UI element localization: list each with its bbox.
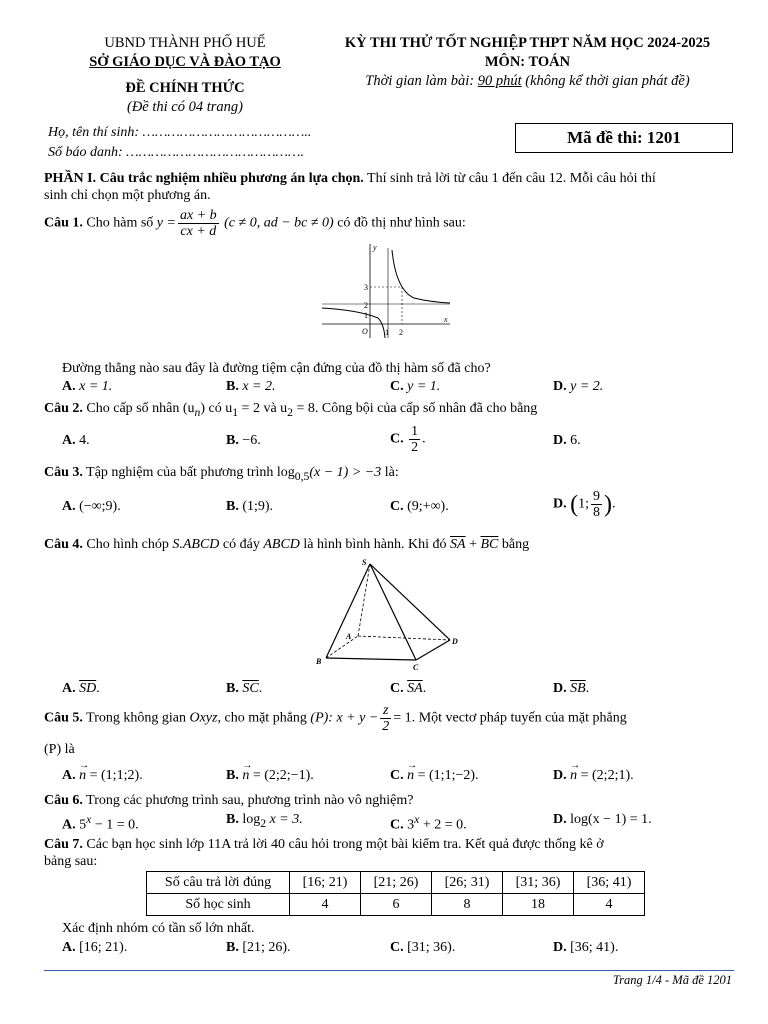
interval-cell: [21; 26) — [361, 872, 432, 894]
candidate-name-field: Họ, tên thí sinh: ………………………………….. — [48, 125, 312, 140]
footer-divider — [44, 970, 734, 971]
count-cell: 18 — [503, 894, 574, 916]
interval-cell: [16; 21) — [290, 872, 361, 894]
page-footer: Trang 1/4 - Mã đề 1201 — [612, 973, 732, 987]
interval-cell: [36; 41) — [574, 872, 645, 894]
graph-origin: O — [362, 327, 368, 336]
school-board-name: SỞ GIÁO DỤC VÀ ĐÀO TẠO — [89, 54, 281, 70]
subject: MÔN: TOÁN — [484, 54, 571, 70]
q6-stem: Câu 6. Trong các phương trình sau, phương trình nào vô nghiệm? — [44, 793, 414, 808]
q5-stem-line2: (P) là — [44, 742, 75, 757]
vertex-a: A — [346, 632, 352, 641]
q3-option-b[interactable]: B. (1;9). — [226, 499, 274, 514]
q5-option-c[interactable]: C. → n = (1;1;−2). — [390, 767, 479, 785]
q4-option-b[interactable]: B. $\overline{SC}$. — [226, 681, 263, 696]
count-cell: 8 — [432, 894, 503, 916]
exam-title: KỲ THI THỬ TỐT NGHIỆP THPT NĂM HỌC 2024-2025 — [344, 35, 711, 51]
vertex-s: S — [362, 558, 367, 567]
q2-option-d[interactable]: D. 6. — [553, 433, 581, 448]
graph-tick-x2: 2 — [399, 328, 403, 337]
part1-line1: PHẦN I. Câu trắc nghiệm nhiều phương án lựa chọn. Thí sinh trả lời từ câu 1 đến câu 12. Mỗi câu hỏi thí — [44, 171, 656, 186]
table-row — [147, 894, 645, 916]
q7-option-c[interactable]: C. [31; 36). — [390, 940, 456, 955]
graph-tick-x1: 1 — [385, 328, 389, 337]
q4-option-d[interactable]: D. $\overline{SB}$. — [553, 681, 590, 696]
q2-option-b[interactable]: B. −6. — [226, 433, 261, 448]
table-row — [147, 872, 645, 894]
table-header-cell: Số câu trả lời đúng — [147, 872, 290, 894]
interval-cell: [26; 31) — [432, 872, 503, 894]
part1-line2: sinh chỉ chọn một phương án. — [44, 188, 211, 203]
q5-option-d[interactable]: D. → n = (2;2;1). — [553, 767, 634, 785]
graph-tick-y1: 1 — [364, 311, 368, 320]
graph-tick-y3: 3 — [364, 283, 368, 292]
q2-option-a[interactable]: A. 4. — [62, 433, 90, 448]
q1-graph — [318, 242, 454, 342]
q5-option-a[interactable]: A. → n = (1;1;2). — [62, 767, 143, 785]
q3-option-a[interactable]: A. (−∞;9). — [62, 499, 121, 514]
q3-option-d[interactable]: D. (1; $\frac{9}{8}$ ). — [553, 489, 616, 520]
q1-question: Đường thẳng nào sau đây là đường tiệm cận đứng của đồ thị hàm số đã cho? — [62, 361, 491, 376]
q1-option-c[interactable]: C. y = 1. — [390, 379, 441, 394]
q3-stem: Câu 3. Tập nghiệm của bất phương trình $\log_{0,5}(x - 1) > -3$ là: — [44, 465, 399, 483]
q1-option-b[interactable]: B. x = 2. — [226, 379, 276, 394]
q7-stem: Câu 7. Các bạn học sinh lớp 11A trả lời 40 câu hỏi trong một bài kiểm tra. Kết quả được thống kê ở — [44, 837, 604, 852]
pages-note: (Đề thi có 04 trang) — [127, 99, 243, 115]
frequency-table — [146, 871, 645, 916]
count-cell: 4 — [574, 894, 645, 916]
vertex-d: D — [452, 637, 458, 646]
vertex-b: B — [316, 657, 322, 666]
department-name: UBND THÀNH PHỐ HUẾ — [104, 35, 266, 51]
q5-stem: Câu 5. Trong không gian Oxyz, cho mặt phẳng (P): x + y − $\frac{z}{2}$ = 1. Một vectơ pháp tuyến của mặt phẳng — [44, 703, 627, 734]
candidate-id-field: Số báo danh: ……………………………………. — [48, 145, 304, 160]
q7-option-d[interactable]: D. [36; 41). — [553, 940, 619, 955]
q1-stem: Câu 1. Cho hàm số y = $\frac{ax + b}{cx + d}$ (c ≠ 0, ad − bc ≠ 0) có đồ thị như hình sau: — [44, 208, 466, 239]
q1-option-d[interactable]: D. y = 2. — [553, 379, 604, 394]
q2-option-c[interactable]: C. $\frac{1}{2}$ . — [390, 424, 426, 455]
candidate-fields — [48, 123, 311, 163]
q6-option-a[interactable]: A. $5^x - 1 = 0$. — [62, 813, 139, 833]
q6-option-b[interactable]: B. $\log_2 x = 3$. — [226, 812, 303, 830]
q4-option-c[interactable]: C. $\overline{SA}$. — [390, 681, 427, 696]
q7-option-a[interactable]: A. [16; 21). — [62, 940, 128, 955]
q5-option-b[interactable]: B. → n = (2;2;−1). — [226, 767, 314, 785]
vertex-c: C — [413, 663, 419, 672]
graph-tick-y2: 2 — [364, 301, 368, 310]
exam-code-box: Mã đề thi: 1201 — [515, 123, 733, 153]
q6-option-d[interactable]: D. log(x − 1) = 1. — [553, 812, 652, 827]
q1-option-a[interactable]: A. x = 1. — [62, 379, 113, 394]
count-cell: 6 — [361, 894, 432, 916]
time-note: Thời gian làm bài: 90 phút (không kể thời gian phát đề) — [365, 73, 690, 89]
q4-pyramid-figure — [312, 556, 462, 672]
q3-option-c[interactable]: C. (9;+∞). — [390, 499, 449, 514]
graph-x-label: x — [444, 315, 448, 324]
header-left — [40, 34, 330, 117]
official-label: ĐỀ CHÍNH THỨC — [125, 80, 245, 96]
q7-option-b[interactable]: B. [21; 26). — [226, 940, 291, 955]
count-cell: 4 — [290, 894, 361, 916]
q4-stem: Câu 4. Cho hình chóp S.ABCD có đáy ABCD là hình bình hành. Khi đó $\overline{SA} + \overline{BC}$ bằng — [44, 537, 530, 552]
interval-cell: [31; 36) — [503, 872, 574, 894]
q6-option-c[interactable]: C. $3^x + 2 = 0$. — [390, 813, 467, 833]
table-header-cell: Số học sinh — [147, 894, 290, 916]
q4-option-a[interactable]: A. $\overline{SD}$. — [62, 681, 100, 696]
q2-stem: Câu 2. Cho cấp số nhân $(u_n)$ có $u_1 = 2$ và $u_2 = 8$. Công bội của cấp số nhân đã cho bằng — [44, 401, 538, 419]
q7-stem-line2: bảng sau: — [44, 854, 98, 869]
graph-y-label: y — [373, 243, 377, 252]
header-right — [320, 34, 735, 91]
q7-question: Xác định nhóm có tần số lớn nhất. — [62, 921, 255, 936]
